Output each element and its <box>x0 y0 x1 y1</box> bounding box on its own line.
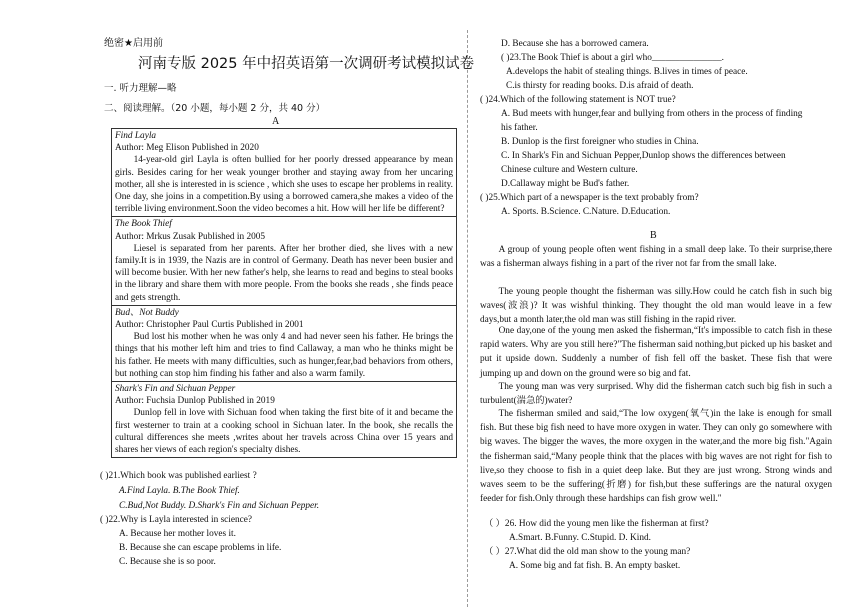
question-24-option-b: B. Dunlop is the first foreigner who studies in China. <box>501 137 699 147</box>
question-22-option-c: C. Because she is so poor. <box>119 557 216 567</box>
book-table <box>111 128 457 458</box>
book-title: Find Layla <box>115 131 157 141</box>
part-a-label: A <box>272 116 280 127</box>
question-24-option-a: A. Bud meets with hunger,fear and bullying from others in the process of finding <box>501 109 803 119</box>
question-24-option-d: D.Callaway might be Bud's father. <box>501 179 630 189</box>
question-25: ( )25.Which part of a newspaper is the text probably from? <box>480 193 699 203</box>
section-listening: 一. 听力理解—略 <box>104 83 177 94</box>
question-21-options-ab: A.Find Layla. B.The Book Thief. <box>119 486 240 496</box>
book-author: Author: Meg Elison Published in 2020 <box>115 143 259 154</box>
question-23-options-cd: C.is thirsty for reading books. D.is afraid of death. <box>506 81 694 91</box>
exam-title: 河南专版 2025 年中招英语第一次调研考试模拟试卷 <box>138 56 475 72</box>
passage-paragraph: The young man was very surprised. Why did the fisherman catch such big fish in such a turbulent(湍急的)water? <box>480 382 832 407</box>
question-23-options-ab: A.develops the habit of stealing things. B.lives in times of peace. <box>506 67 748 77</box>
question-24: ( )24.Which of the following statement is NOT true? <box>480 95 676 105</box>
book-title: The Book Thief <box>115 219 172 230</box>
book-author: Author: Christopher Paul Curtis Published in 2001 <box>115 320 304 331</box>
question-21: ( )21.Which book was published earliest ? <box>100 471 257 481</box>
book-description: Bud lost his mother when he was only 4 and had never seen his father. He brings the things that his mother left him and tries to find Callaway, a man who he thinks might be his father. He meets with many difficulties, such as hunger,fear,bad behaviors from others, but nothing can stop him finding his father and also a warm family. <box>115 332 453 379</box>
book-entry <box>112 306 456 382</box>
question-22: ( )22.Why is Layla interested in science? <box>100 515 253 525</box>
question-27: （ ）27.What did the old man show to the young man? <box>484 547 691 557</box>
book-title: Bud、Not Buddy <box>115 307 179 318</box>
book-author: Author: Fuchsia Dunlop Published in 2019 <box>115 396 275 407</box>
passage-paragraph: The fisherman smiled and said,“The low oxygen(氧气)in the lake is enough for small fish. But these big fish need to have more oxygen in water. They can only go somewhere with big waves. The bigger the waves, the more oxygen in the water,and the more big fish."Again the fisherman said,“Many people think that the places with big waves are not right for fish to live,so they choose to fish in a quiet deep lake. But they are just wrong. Strong winds and waves seem to be the suffering(折磨) for fish,but these sufferings are the natural oxygen feeder for fish.Only through these hardships can fish grow well." <box>480 409 832 505</box>
book-entry <box>112 129 456 217</box>
question-24-option-a-cont: his father. <box>501 123 538 133</box>
question-22-option-b: B. Because she can escape problems in life. <box>119 543 282 553</box>
book-title: Shark's Fin and Sichuan Pepper <box>115 384 236 395</box>
confidential-label: 绝密★启用前 <box>104 38 163 49</box>
question-26: （ ）26. How did the young men like the fisherman at first? <box>484 519 709 529</box>
question-26-options: A.Smart. B.Funny. C.Stupid. D. Kind. <box>509 533 651 543</box>
passage-paragraph: The young people thought the fisherman was silly.How could he catch fish in such big waves(波浪)? It was wishful thinking. They thought the old man would leave in a few days,but a month later,the old man was still fishing in the rapid river. <box>480 287 832 326</box>
question-27-options: A. Some big and fat fish. B. An empty basket. <box>509 561 681 571</box>
section-reading: 二、阅读理解。（20 小题，每小题 2 分，共 40 分） <box>104 103 326 114</box>
passage-paragraph: One day,one of the young men asked the fisherman,“It's impossible to catch fish in these rapid waters. Why are you still here?"The fisherman said nothing,but picked up his basket and put it upside down. Suddenly a number of fish fell off the basket. These fish that were jumping up and down on the ground were so big and fat. <box>480 326 832 379</box>
book-description: Liesel is separated from her parents. After her brother died, she lives with a new family.It is in 1939, the Nazis are in control of Germany. Death has never been busier and will become busier. With her new father's help, she learns to read and begins to steal books in the library and share them with more people. From the books she reads , she finds peace and gets strength. <box>115 243 453 303</box>
question-23: ( )23.The Book Thief is about a girl who_______________. <box>501 53 724 63</box>
book-entry <box>112 382 456 457</box>
book-description: Dunlop fell in love with Sichuan food when taking the first bite of it and became the first westerner to train at a cooking school in Sichuan later. In the book, she recalls the cultural differences she meets ,writes about her travels across China over 15 years and shares her views of each region's specialty dishes. <box>115 408 453 456</box>
column-divider <box>467 30 468 607</box>
question-22-option-a: A. Because her mother loves it. <box>119 529 236 539</box>
book-description: 14-year-old girl Layla is often bullied for her poorly dressed appearance by mean girls. Besides caring for her weak younger brother and staying away from her uncaring mother, all she is interested in is science , which she uses to escape her problems in reality. One day, she joins in a competition.By using a borrowed camera,she makes a video of the terrible living environment.Soon the video becomes a hit. How will her life be different? <box>115 155 453 215</box>
passage-paragraph: A group of young people often went fishing in a small deep lake. To their surprise,there was a fisherman always fishing in a part of the river not far from the small lake. <box>480 245 832 270</box>
part-b-label: B <box>650 230 657 241</box>
question-25-options: A. Sports. B.Science. C.Nature. D.Education. <box>501 207 671 217</box>
book-author: Author: Mrkus Zusak Published in 2005 <box>115 231 266 242</box>
question-24-option-c-cont: Chinese culture and Western culture. <box>501 165 638 175</box>
book-entry <box>112 217 456 305</box>
question-21-options-cd: C.Bud,Not Buddy. D.Shark's Fin and Sichuan Pepper. <box>119 501 320 511</box>
question-22-option-d: D. Because she has a borrowed camera. <box>501 39 649 49</box>
question-24-option-c: C. In Shark's Fin and Sichuan Pepper,Dunlop shows the differences between <box>501 151 786 161</box>
